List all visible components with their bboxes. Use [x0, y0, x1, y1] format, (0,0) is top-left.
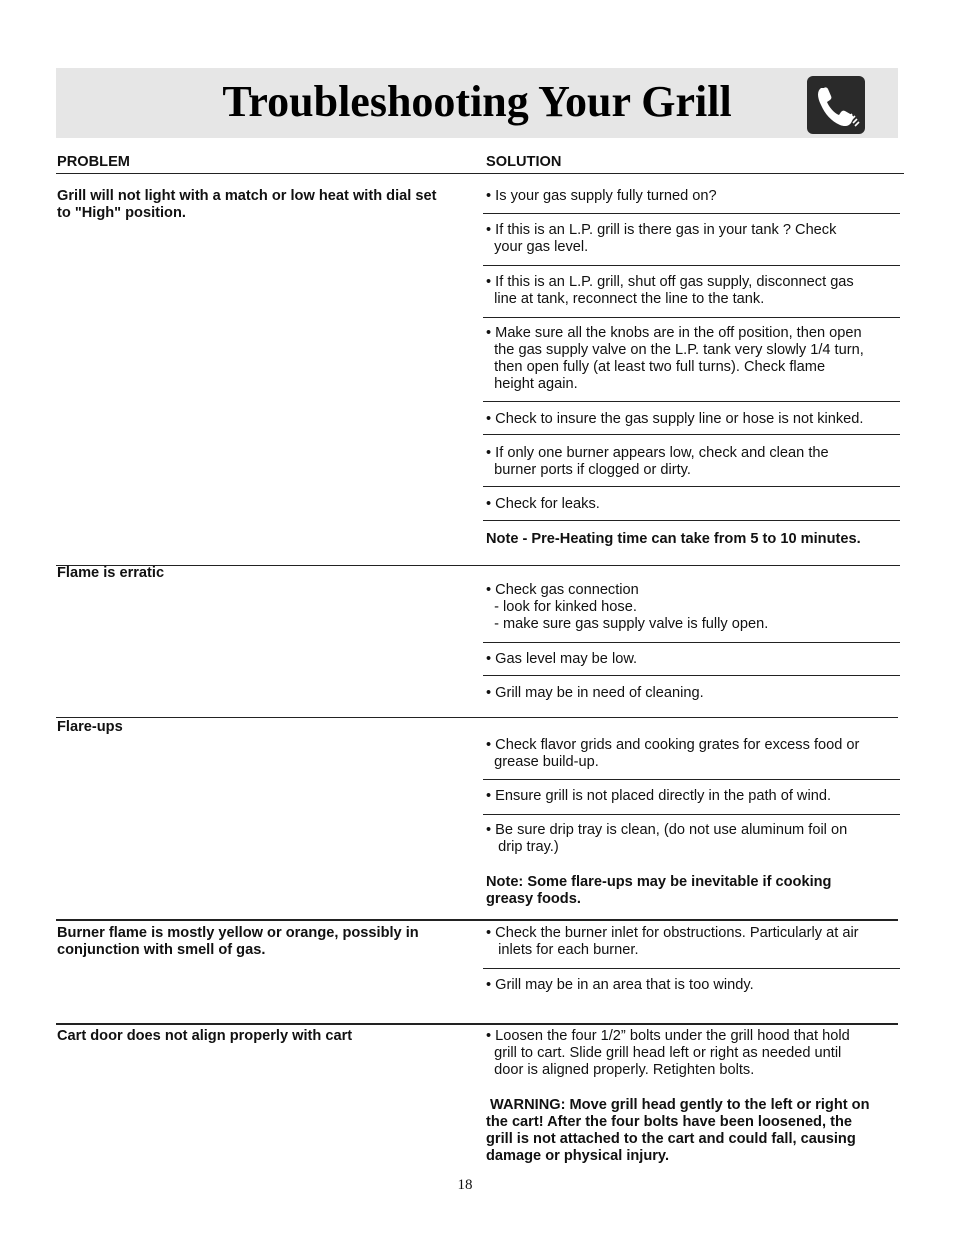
- section-divider: [56, 565, 900, 566]
- solution-divider: [483, 814, 900, 815]
- solution-text: • If only one burner appears low, check and clean the: [486, 445, 829, 461]
- solution-text: grill to cart. Slide grill head left or right as needed until: [486, 1045, 842, 1061]
- solution-text: • Make sure all the knobs are in the off position, then open: [486, 325, 862, 341]
- telephone-icon: [807, 76, 865, 134]
- solution-column-header: SOLUTION: [486, 154, 562, 170]
- problem-text: Burner flame is mostly yellow or orange, possibly in: [57, 925, 419, 941]
- note-text: Note - Pre-Heating time can take from 5 to 10 minutes.: [486, 531, 861, 547]
- solution-text: • Check gas connection: [486, 582, 639, 598]
- solution-text: • Grill may be in an area that is too windy.: [486, 977, 754, 993]
- solution-text: • Gas level may be low.: [486, 651, 638, 667]
- solution-divider: [483, 675, 900, 676]
- section-divider: [56, 1023, 898, 1025]
- solution-text: door is aligned properly. Retighten bolts.: [486, 1062, 755, 1078]
- problem-text: conjunction with smell of gas.: [57, 942, 266, 958]
- solution-text: grease build-up.: [486, 754, 599, 770]
- warning-text: the cart! After the four bolts have been loosened, the: [486, 1114, 852, 1130]
- page-title: Troubleshooting Your Grill: [222, 77, 732, 126]
- solution-divider: [483, 779, 900, 780]
- solution-text: then open fully (at least two full turns). Check flame: [486, 359, 826, 375]
- solution-text: burner ports if clogged or dirty.: [486, 462, 691, 478]
- solution-text: drip tray.): [486, 839, 559, 855]
- problem-text: Flare-ups: [57, 719, 123, 735]
- solution-text: line at tank, reconnect the line to the tank.: [486, 291, 765, 307]
- solution-divider: [483, 968, 900, 969]
- solution-text: inlets for each burner.: [486, 942, 639, 958]
- problem-column-header: PROBLEM: [57, 154, 130, 170]
- section-divider: [56, 919, 898, 921]
- problem-text: to "High" position.: [57, 205, 186, 221]
- problem-text: Flame is erratic: [57, 565, 165, 581]
- solution-divider: [483, 213, 900, 214]
- title-banner: [56, 68, 898, 138]
- note-text: greasy foods.: [486, 891, 581, 907]
- solution-text: height again.: [486, 376, 578, 392]
- page-number: 18: [457, 1177, 473, 1193]
- solution-divider: [483, 265, 900, 266]
- problem-text: Cart door does not align properly with cart: [57, 1028, 353, 1044]
- solution-text: your gas level.: [486, 239, 589, 255]
- solution-text: the gas supply valve on the L.P. tank very slowly 1/4 turn,: [486, 342, 864, 358]
- solution-text: • If this is an L.P. grill is there gas in your tank ? Check: [486, 222, 837, 238]
- solution-text: • Be sure drip tray is clean, (do not use aluminum foil on: [486, 822, 848, 838]
- solution-divider: [483, 317, 900, 318]
- note-text: Note: Some flare-ups may be inevitable if cooking: [486, 874, 832, 890]
- solution-text: • Check for leaks.: [486, 496, 600, 512]
- solution-text: • Ensure grill is not placed directly in the path of wind.: [486, 788, 831, 804]
- solution-divider: [483, 434, 900, 435]
- solution-text: - make sure gas supply valve is fully open.: [486, 616, 769, 632]
- solution-text: • If this is an L.P. grill, shut off gas supply, disconnect gas: [486, 274, 854, 290]
- solution-divider: [483, 520, 900, 521]
- solution-text: • Check the burner inlet for obstructions. Particularly at air: [486, 925, 859, 941]
- section-divider: [56, 717, 898, 718]
- warning-text: grill is not attached to the cart and could fall, causing: [486, 1131, 856, 1147]
- solution-text: - look for kinked hose.: [486, 599, 637, 615]
- solution-divider: [483, 401, 900, 402]
- solution-text: • Is your gas supply fully turned on?: [486, 188, 717, 204]
- solution-divider: [483, 642, 900, 643]
- header-divider: [56, 173, 904, 174]
- warning-text: damage or physical injury.: [486, 1148, 670, 1164]
- solution-text: • Grill may be in need of cleaning.: [486, 685, 704, 701]
- solution-text: • Loosen the four 1/2” bolts under the grill hood that hold: [486, 1028, 850, 1044]
- warning-text: WARNING: Move grill head gently to the left or right on: [486, 1097, 870, 1113]
- solution-divider: [483, 486, 900, 487]
- problem-text: Grill will not light with a match or low heat with dial set: [57, 188, 437, 204]
- solution-text: • Check flavor grids and cooking grates for excess food or: [486, 737, 860, 753]
- solution-text: • Check to insure the gas supply line or hose is not kinked.: [486, 411, 864, 427]
